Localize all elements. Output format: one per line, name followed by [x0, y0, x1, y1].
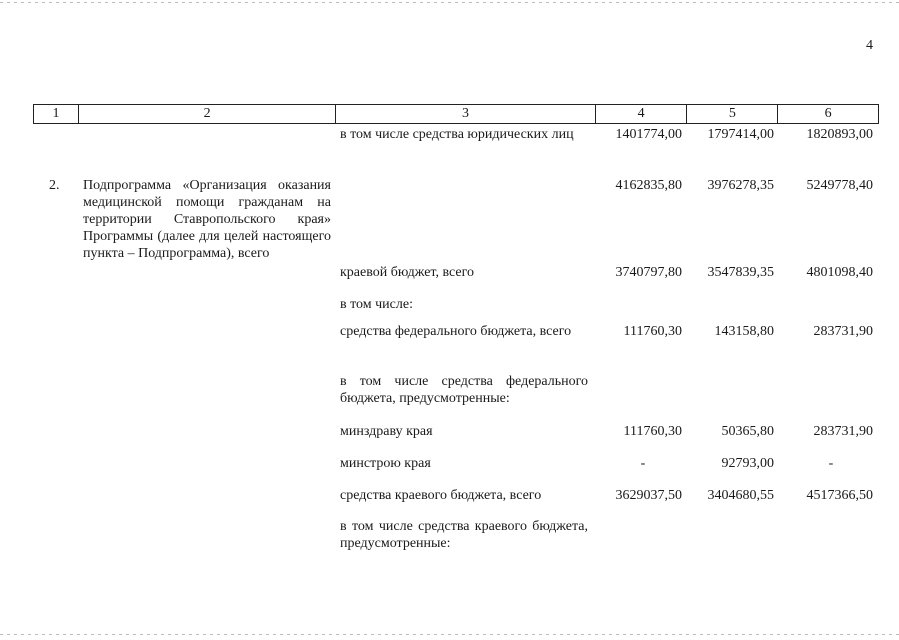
- value-col-4: 1401774,00: [615, 127, 682, 142]
- header-col-4: 4: [596, 105, 688, 123]
- value-col-4: -: [640, 456, 646, 471]
- value-col-4: 111760,30: [623, 424, 682, 439]
- scan-edge-top: [0, 2, 899, 3]
- value-col-5: 1797414,00: [707, 127, 774, 142]
- scan-edge-bottom: [0, 634, 899, 635]
- value-col-4: 111760,30: [623, 324, 682, 339]
- value-col-6: -: [828, 456, 834, 471]
- row-number: 2.: [49, 178, 60, 193]
- value-col-6: 283731,90: [813, 424, 873, 439]
- value-col-5: 50365,80: [721, 424, 774, 439]
- header-col-1: 1: [34, 105, 79, 123]
- value-col-5: 3547839,35: [707, 265, 774, 280]
- header-col-3: 3: [336, 105, 595, 123]
- row-description: краевой бюджет, всего: [340, 265, 475, 280]
- value-col-5: 3404680,55: [707, 488, 774, 503]
- row-description: в том числе:: [340, 297, 413, 312]
- page-number: 4: [866, 38, 873, 53]
- row-description: в том числе средства федерального бюджета, предусмотренные:: [340, 374, 588, 406]
- header-col-6: 6: [824, 106, 832, 121]
- table-header: [33, 104, 879, 124]
- row-description: в том числе средства краевого бюджета, предусмотренные:: [340, 519, 588, 551]
- row-description: средства федерального бюджета, всего: [340, 324, 572, 339]
- value-col-6: 5249778,40: [806, 178, 873, 193]
- subprogram-title: Подпрограмма «Организация оказания медицинской помощи гражданам на территории Ставропольского края» Программы (далее для целей настоящего пункта – Подпрограмма), всего: [83, 178, 331, 261]
- row-description: минздраву края: [340, 424, 433, 439]
- value-col-6: 4801098,40: [806, 265, 873, 280]
- value-col-6: 1820893,00: [806, 127, 873, 142]
- header-col-2: 2: [79, 105, 336, 123]
- value-col-5: 3976278,35: [707, 178, 774, 193]
- value-col-4: 4162835,80: [615, 178, 682, 193]
- value-col-4: 3629037,50: [615, 488, 682, 503]
- value-col-6: 4517366,50: [806, 488, 873, 503]
- header-col-5: 5: [687, 105, 778, 123]
- value-col-5: 92793,00: [721, 456, 774, 471]
- row-description: средства краевого бюджета, всего: [340, 488, 542, 503]
- value-col-4: 3740797,80: [615, 265, 682, 280]
- value-col-6: 283731,90: [813, 324, 873, 339]
- row-description: минстрою края: [340, 456, 431, 471]
- value-col-5: 143158,80: [714, 324, 774, 339]
- row-description: в том числе средства юридических лиц: [340, 127, 574, 142]
